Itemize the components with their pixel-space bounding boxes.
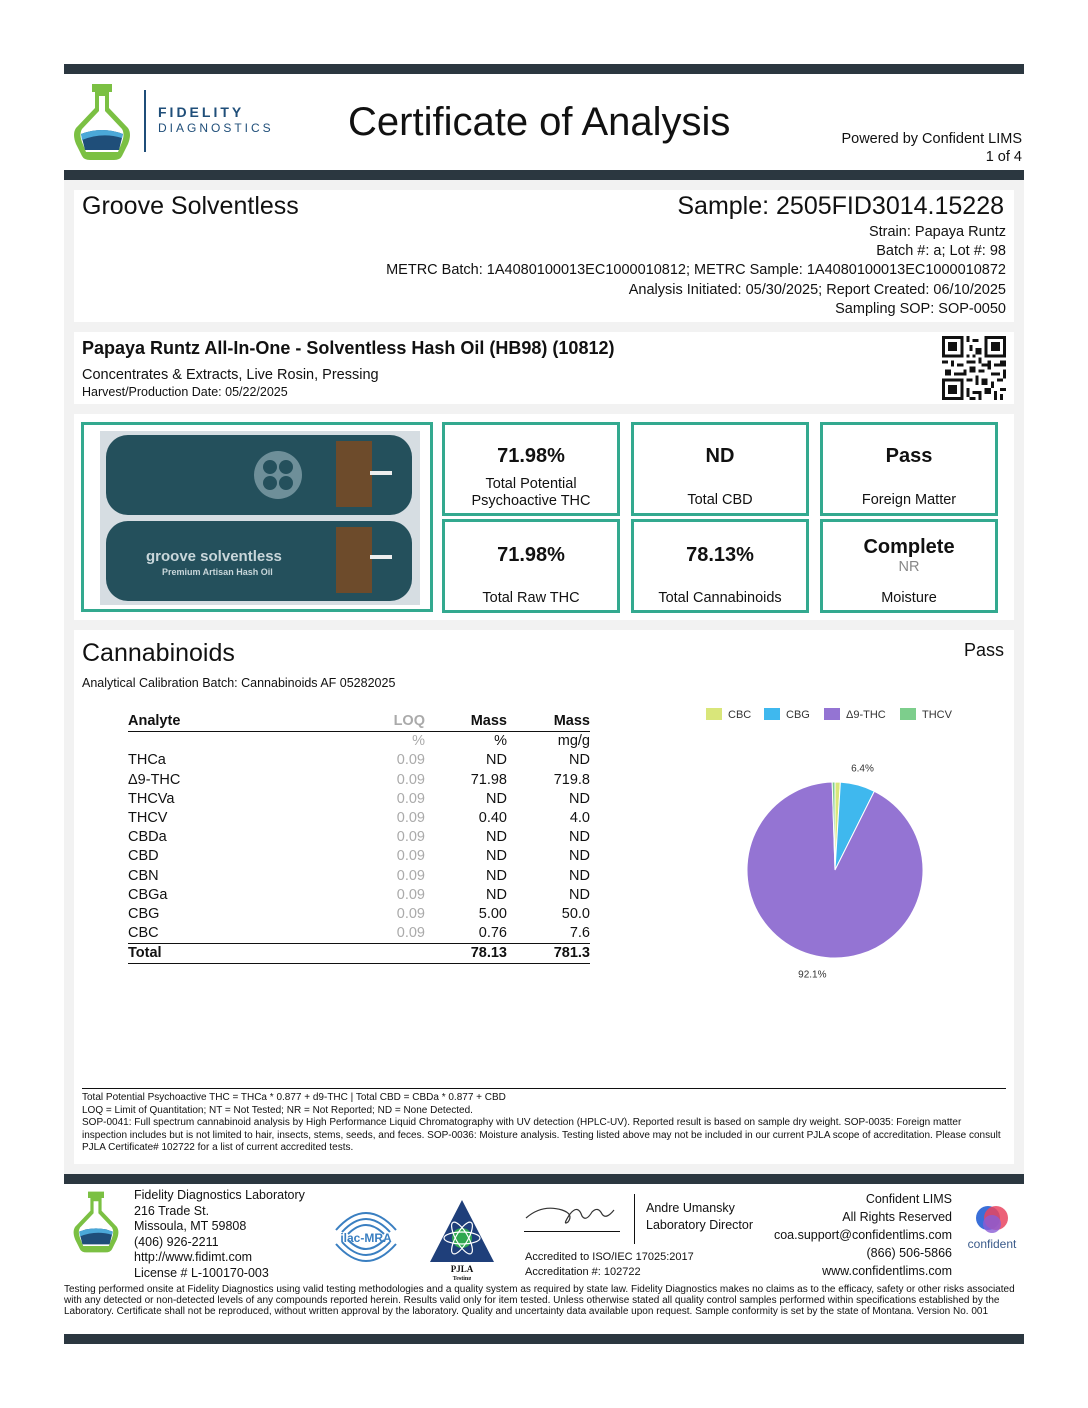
cell-loq: 0.09 xyxy=(396,810,425,827)
notes xyxy=(82,1092,1006,1155)
photo-sub-text: Premium Artisan Hash Oil xyxy=(162,567,273,577)
page-number: 1 of 4 xyxy=(985,149,1022,165)
disclaimer: Testing performed onsite at Fidelity Diagnostics using valid testing methodologies and a quality system as required by state law. Fidelity Diagnostics makes no claims as to the efficacy, safety or other risks associated with any detected or non-detected levels of any compounds reported herein. Results valid only for item tested. Unless otherwise stated all quality control samples performed within specifications established by the Laboratory. Certificate shall not be reproduced, without written approval by the laboratory. Quality and uncertainty data available upon request. Sample conformity is set by the state of Montana. Version No. 001 xyxy=(64,1284,1015,1318)
legend-label: Δ9-THC xyxy=(846,709,886,721)
tile-total-potential-thc xyxy=(442,422,620,516)
pjla-text: PJLA xyxy=(450,1264,474,1274)
sample-id: Sample: 2505FID3014.15228 xyxy=(677,192,1004,220)
logo-name-line2: DIAGNOSTICS xyxy=(158,121,274,135)
slice-label: 6.4% xyxy=(851,763,874,775)
tile-foreign-matter xyxy=(820,422,998,516)
legend-label: CBC xyxy=(728,709,752,721)
cannabinoids-panel xyxy=(74,630,1014,1164)
ilac-mra-logo-icon xyxy=(328,1202,404,1272)
table-header-row xyxy=(128,712,590,732)
pjla-logo-icon xyxy=(428,1198,496,1280)
cannabinoid-table-wrap xyxy=(128,712,590,964)
header-logo-divider xyxy=(144,90,146,152)
table-row xyxy=(128,809,590,828)
tile-value: Pass xyxy=(885,445,933,467)
tile-sub-value: NR xyxy=(898,559,920,575)
cell-mass-pct: 0.76 xyxy=(478,925,507,942)
confident-name: Confident LIMS xyxy=(865,1192,952,1206)
footer-top-bar xyxy=(64,1174,1024,1184)
tile-value: Complete xyxy=(863,536,955,558)
product-panel xyxy=(74,332,1014,404)
cannabinoid-pie-chart xyxy=(674,698,994,988)
cell-analyte: THCa xyxy=(128,752,166,769)
cell-loq: 0.09 xyxy=(396,771,425,788)
unit-mass-pct: % xyxy=(494,733,507,750)
table-row xyxy=(128,771,590,790)
cell-mass-pct: 71.98 xyxy=(470,771,507,788)
lab-street: 216 Trade St. xyxy=(134,1203,210,1218)
note-methods: SOP-0041: Full spectrum cannabinoid analysis by High Performance Liquid Chromatography with UV detection (HPLC-UV). Reported result is based on sample dry weight. SOP-0035: Foreign matter inspection includes but is not limited to hair, insects, stems, seeds, and feces. SOP-0036: Moisture analysis. Testing listed above may not be included in our current PJLA scope of accreditation. Please consult PJLA Certificate# 102722 for a list of current accredited tests. xyxy=(82,1117,1001,1153)
tile-value: 78.13% xyxy=(686,544,754,566)
table-row xyxy=(128,828,590,847)
calibration-batch: Analytical Calibration Batch: Cannabinoids AF 05282025 xyxy=(82,676,396,690)
accreditation-number: Accreditation #: 102722 xyxy=(525,1266,641,1278)
legend-item xyxy=(900,708,953,721)
cell-mass-mg: ND xyxy=(569,886,590,903)
unit-mass-mg: mg/g xyxy=(557,733,590,750)
tile-value: 71.98% xyxy=(497,445,565,467)
tile-label: Moisture xyxy=(881,590,937,606)
product-photo-frame xyxy=(81,422,433,612)
harvest-date: Harvest/Production Date: 05/22/2025 xyxy=(82,385,288,399)
header-mass-mg: Mass xyxy=(553,713,590,730)
confident-logo-icon xyxy=(962,1200,1022,1252)
header-loq: LOQ xyxy=(393,713,425,730)
cannabinoids-title: Cannabinoids xyxy=(82,639,235,667)
legend-item xyxy=(824,708,886,721)
table-row xyxy=(128,751,590,770)
signature-divider xyxy=(634,1194,635,1244)
note-formula: Total Potential Psychoactive THC = THCa * 0.877 + d9-THC | Total CBD = CBDa * 0.877 + CBD xyxy=(82,1092,506,1103)
analysis-dates: Analysis Initiated: 05/30/2025; Report Created: 06/10/2025 xyxy=(628,282,1006,298)
lab-name: Fidelity Diagnostics Laboratory xyxy=(134,1188,305,1202)
client-panel xyxy=(74,190,1014,322)
cell-mass-pct: ND xyxy=(486,829,507,846)
total-mass-mg: 781.3 xyxy=(553,945,590,962)
legend-swatch xyxy=(706,708,722,720)
top-bar xyxy=(64,64,1024,74)
legend-swatch xyxy=(900,708,916,720)
fidelity-footer-logo-icon xyxy=(70,1190,122,1254)
signer-title: Laboratory Director xyxy=(646,1218,753,1232)
cell-loq: 0.09 xyxy=(396,905,425,922)
header-analyte: Analyte xyxy=(128,713,181,730)
table-row xyxy=(128,905,590,924)
cell-loq: 0.09 xyxy=(396,752,425,769)
confident-website-link[interactable]: www.confidentlims.com xyxy=(822,1264,952,1278)
tile-total-cbd xyxy=(631,422,809,516)
table-body xyxy=(128,732,590,964)
note-abbreviations: LOQ = Limit of Quantitation; NT = Not Tested; NR = Not Reported; ND = None Detected. xyxy=(82,1104,473,1116)
total-label: Total xyxy=(128,945,162,962)
legend-item xyxy=(706,708,751,721)
legend-swatch xyxy=(764,708,780,720)
summary-panel xyxy=(74,414,1014,620)
cell-mass-mg: 719.8 xyxy=(553,771,590,788)
signer-name: Andre Umansky xyxy=(646,1201,735,1215)
cell-mass-mg: ND xyxy=(569,867,590,884)
slice-label: 92.1% xyxy=(798,969,827,981)
cell-mass-mg: ND xyxy=(569,752,590,769)
cannabinoids-status: Pass xyxy=(963,640,1004,660)
table-row xyxy=(128,924,590,944)
batch-lot: Batch #: a; Lot #: 98 xyxy=(876,243,1006,259)
page-title: Certificate of Analysis xyxy=(348,100,731,144)
tile-label: Total Potential Psychoactive THC xyxy=(471,476,591,509)
confident-logo-text: confident xyxy=(967,1237,1017,1251)
signature-image xyxy=(522,1196,622,1228)
cell-analyte: CBDa xyxy=(128,829,167,846)
logo-name-line1: FIDELITY xyxy=(158,104,245,120)
cell-mass-pct: ND xyxy=(486,886,507,903)
tile-moisture xyxy=(820,519,998,613)
unit-analyte xyxy=(128,732,308,752)
cell-loq: 0.09 xyxy=(396,829,425,846)
tile-label: Total Raw THC xyxy=(482,590,580,606)
header-bottom-bar xyxy=(64,170,1024,180)
lab-website-link[interactable]: http://www.fidimt.com xyxy=(134,1250,253,1264)
footer-bottom-bar xyxy=(64,1334,1024,1344)
tile-value: ND xyxy=(705,445,735,467)
cell-mass-pct: 0.40 xyxy=(478,810,507,827)
confident-rights: All Rights Reserved xyxy=(842,1210,952,1224)
units-row xyxy=(128,732,590,752)
confident-phone: (866) 506-5866 xyxy=(866,1246,952,1260)
table-row xyxy=(128,886,590,905)
cell-loq: 0.09 xyxy=(396,886,425,903)
pjla-sub-text: Testing xyxy=(452,1276,472,1280)
cell-loq: 0.09 xyxy=(396,848,425,865)
powered-by: Powered by Confident LIMS xyxy=(841,131,1022,147)
cell-mass-mg: ND xyxy=(569,829,590,846)
strain: Strain: Papaya Runtz xyxy=(868,224,1006,240)
lab-info xyxy=(134,1188,305,1281)
client-name: Groove Solventless xyxy=(82,192,299,220)
tile-value: 71.98% xyxy=(497,544,565,566)
cell-analyte: Δ9-THC xyxy=(128,771,181,788)
fidelity-flask-logo-icon xyxy=(70,82,134,162)
cell-loq: 0.09 xyxy=(396,925,425,942)
unit-loq: % xyxy=(412,733,425,750)
legend-label: THCV xyxy=(922,709,952,721)
product-photo xyxy=(100,431,420,605)
header-mass-pct: Mass xyxy=(470,713,507,730)
cell-analyte: CBC xyxy=(128,925,159,942)
cell-mass-pct: ND xyxy=(486,752,507,769)
table-row xyxy=(128,847,590,866)
qr-code-icon[interactable] xyxy=(942,336,1006,400)
cell-mass-mg: 50.0 xyxy=(561,905,590,922)
cell-mass-mg: ND xyxy=(569,848,590,865)
cell-analyte: CBD xyxy=(128,848,159,865)
total-loq xyxy=(308,944,425,964)
cell-analyte: CBN xyxy=(128,867,159,884)
ilac-text: ilac-MRA xyxy=(340,1231,392,1245)
cell-analyte: CBGa xyxy=(128,886,168,903)
tile-label: Foreign Matter xyxy=(861,492,957,508)
accredited: Accredited to ISO/IEC 17025:2017 xyxy=(525,1251,694,1263)
sampling-sop: Sampling SOP: SOP-0050 xyxy=(835,301,1006,317)
cannabinoid-table xyxy=(128,712,590,964)
signature-line xyxy=(524,1231,620,1232)
cell-mass-mg: 4.0 xyxy=(569,810,590,827)
cell-loq: 0.09 xyxy=(396,867,425,884)
tile-total-cannabinoids xyxy=(631,519,809,613)
total-mass-pct: 78.13 xyxy=(470,945,507,962)
cell-mass-pct: ND xyxy=(486,848,507,865)
cell-analyte: THCVa xyxy=(128,790,175,807)
table-row xyxy=(128,790,590,809)
tile-total-raw-thc xyxy=(442,519,620,613)
cell-mass-mg: 7.6 xyxy=(569,925,590,942)
cell-mass-pct: 5.00 xyxy=(478,905,507,922)
cell-mass-mg: ND xyxy=(569,790,590,807)
footer xyxy=(64,1184,1024,1336)
legend-item xyxy=(764,708,810,721)
total-row xyxy=(128,944,590,964)
legend-label: CBG xyxy=(786,709,810,721)
cell-mass-pct: ND xyxy=(486,867,507,884)
product-name: Papaya Runtz All-In-One - Solventless Hash Oil (HB98) (10812) xyxy=(82,338,615,358)
product-category: Concentrates & Extracts, Live Rosin, Pressing xyxy=(82,367,379,383)
legend-swatch xyxy=(824,708,840,720)
cell-loq: 0.09 xyxy=(396,790,425,807)
photo-brand-text: groove solventless xyxy=(146,548,282,565)
lab-phone: (406) 926-2211 xyxy=(134,1234,219,1249)
confident-email-link[interactable]: coa.support@confidentlims.com xyxy=(773,1228,952,1242)
confident-info xyxy=(774,1190,952,1280)
metrc-info: METRC Batch: 1A4080100013EC1000010812; METRC Sample: 1A4080100013EC1000010872 xyxy=(386,262,1006,278)
header xyxy=(64,74,1024,170)
tile-label: Total Cannabinoids xyxy=(658,590,782,606)
notes-divider xyxy=(82,1088,1006,1089)
cell-analyte: CBG xyxy=(128,905,160,922)
lab-city: Missoula, MT 59808 xyxy=(134,1219,247,1233)
cell-mass-pct: ND xyxy=(486,790,507,807)
cell-analyte: THCV xyxy=(128,810,168,827)
tile-label: Total CBD xyxy=(687,492,753,508)
lab-license: License # L-100170-003 xyxy=(134,1265,269,1280)
table-row xyxy=(128,867,590,886)
